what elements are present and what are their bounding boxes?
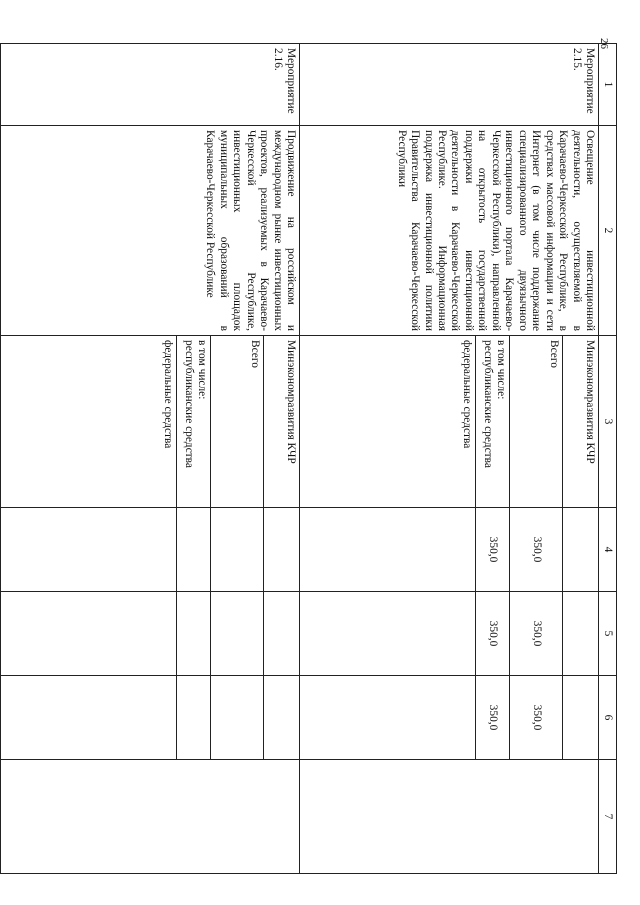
- value-cell: 350,0: [476, 676, 510, 760]
- col-header-3: 3: [599, 336, 617, 508]
- value-cell: [177, 592, 211, 676]
- funding-regional-label: [177, 336, 211, 508]
- measure-id: Мероприятие 2.15.: [300, 44, 599, 126]
- executor-cell: Минэкономразвития КЧР: [264, 336, 300, 508]
- measure-description: Освещение инвестиционной деятельности, осуществляемой в Карачаево-Черкесской Республике, в средствах массовой информации и сети Интернет (в том числе поддержание специализированного двуязычного инвестиционного портала Карачаево-Черкесской Республики), направленной на открытость государственной поддержки инвестиционной деятельности в Карачаево-Черкесской Республике. Информационная поддержка инвестиционной политики Правительства Карачаево-Черкесской Республики: [300, 126, 599, 336]
- value-cell: [211, 592, 264, 676]
- value-cell: [563, 508, 599, 592]
- measure-description: Продвижение на российском и международном рынке инвестиционных проектов, реализуемых в Карачаево-Черкесской Республике, инвестиционных площадок муниципальных образований в Карачаево-Черкесской Республике: [1, 126, 300, 336]
- col-header-1: 1: [599, 44, 617, 126]
- value-cell: 350,0: [476, 508, 510, 592]
- table-row: [563, 44, 599, 874]
- value-cell: [264, 508, 300, 592]
- col-header-2: 2: [599, 126, 617, 336]
- col-header-6: 6: [599, 676, 617, 760]
- regional-funds-label: республиканские средства: [481, 340, 494, 468]
- value-cell: [177, 676, 211, 760]
- value-cell: 350,0: [510, 508, 563, 592]
- value-cell: [264, 676, 300, 760]
- col-header-7: 7: [599, 760, 617, 874]
- table-row: [264, 44, 300, 874]
- value-cell: [563, 592, 599, 676]
- including-label: в том числе:: [495, 340, 507, 400]
- funding-total-label: Всего: [510, 336, 563, 508]
- value-cell: [300, 592, 476, 676]
- value-cell: 350,0: [476, 592, 510, 676]
- rotated-page-content: [59, 43, 617, 873]
- value-cell: [211, 676, 264, 760]
- including-label: в том числе:: [196, 340, 208, 400]
- col-header-4: 4: [599, 508, 617, 592]
- value-cell: [1, 592, 177, 676]
- value-cell: [1, 676, 177, 760]
- notes-cell: [1, 760, 300, 874]
- value-cell: 350,0: [510, 592, 563, 676]
- value-cell: [300, 508, 476, 592]
- col-header-5: 5: [599, 592, 617, 676]
- value-cell: 350,0: [510, 676, 563, 760]
- page-number: 26: [598, 38, 610, 49]
- funding-federal-label: федеральные средства: [1, 336, 177, 508]
- measure-id: Мероприятие 2.16.: [1, 44, 300, 126]
- value-cell: [300, 676, 476, 760]
- notes-cell: [300, 760, 599, 874]
- funding-total-label: Всего: [211, 336, 264, 508]
- executor-cell: Минэкономразвития КЧР: [563, 336, 599, 508]
- value-cell: [264, 592, 300, 676]
- value-cell: [1, 508, 177, 592]
- value-cell: [177, 508, 211, 592]
- regional-funds-label: республиканские средства: [182, 340, 195, 468]
- table-header-row: [599, 44, 617, 874]
- value-cell: [211, 508, 264, 592]
- program-measures-table: [0, 43, 617, 874]
- value-cell: [563, 676, 599, 760]
- funding-regional-label: [476, 336, 510, 508]
- funding-federal-label: федеральные средства: [300, 336, 476, 508]
